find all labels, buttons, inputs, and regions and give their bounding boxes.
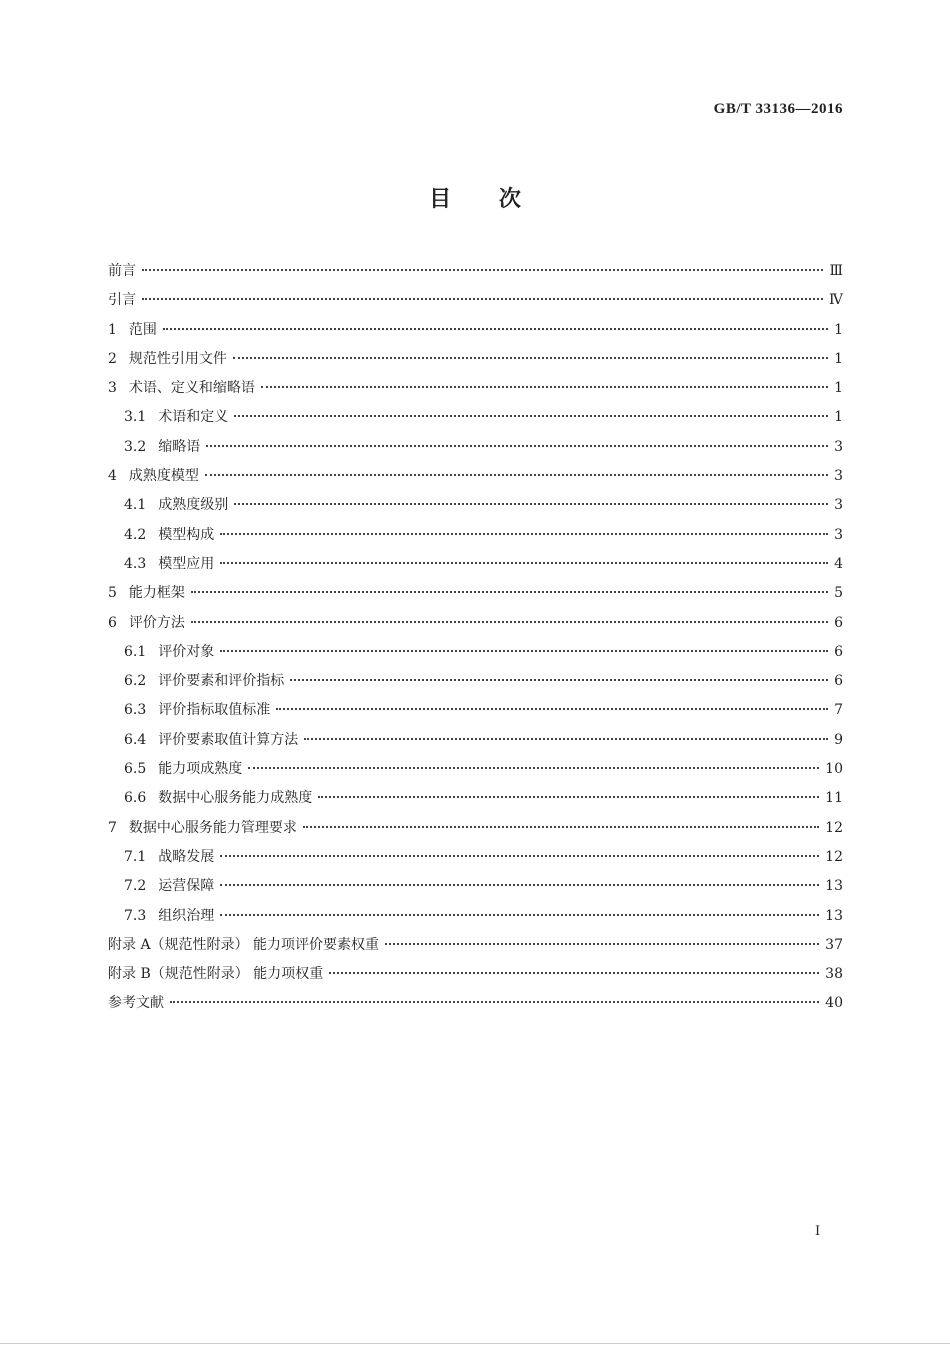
dot-leader <box>220 855 819 857</box>
toc-entry-page: Ⅳ <box>829 292 843 309</box>
toc-entry[interactable] <box>108 934 843 963</box>
standard-number: GB/T 33136—2016 <box>713 101 843 117</box>
toc-entry[interactable] <box>108 348 843 377</box>
toc-entry-number: 3 <box>108 380 117 397</box>
toc-entry[interactable] <box>108 260 843 289</box>
toc-entry-page: 11 <box>825 790 843 807</box>
toc-entry-number: 1 <box>108 321 117 338</box>
toc-entry-label: 运营保障 <box>158 878 215 895</box>
dot-leader <box>220 650 828 652</box>
toc-entry[interactable] <box>108 817 843 846</box>
toc-entry-label: 评价指标取值标准 <box>158 702 271 719</box>
toc-entry-number: 4.3 <box>124 555 147 572</box>
dot-leader <box>220 533 828 535</box>
dot-leader <box>170 1001 819 1003</box>
toc-entry-label: 成熟度级别 <box>158 497 229 514</box>
dot-leader <box>276 708 828 710</box>
toc-entry-page: 38 <box>825 966 843 983</box>
toc-entry-label: 战略发展 <box>158 848 215 865</box>
toc-entry-number: 7.2 <box>124 878 147 895</box>
toc-entry-page: 1 <box>834 380 843 397</box>
toc-entry-number: 6.1 <box>124 643 147 660</box>
toc-entry[interactable] <box>108 436 843 465</box>
toc-entry-page: 1 <box>834 350 843 367</box>
dot-leader <box>290 679 828 681</box>
toc-entry[interactable] <box>108 494 843 523</box>
toc-entry-label: 附录 A（规范性附录） 能力项评价要素权重 <box>108 936 380 953</box>
toc-entry[interactable] <box>108 846 843 875</box>
toc-entry[interactable] <box>108 612 843 641</box>
toc-entry-number: 2 <box>108 350 117 367</box>
toc-entry-page: Ⅲ <box>829 263 843 279</box>
toc-entry-page: 7 <box>834 702 843 719</box>
toc-entry-number: 5 <box>108 585 117 602</box>
toc-entry[interactable] <box>108 289 843 318</box>
toc-entry-page: 6 <box>834 673 843 690</box>
toc-entry-page: 3 <box>834 526 843 543</box>
toc-entry-number: 6.6 <box>124 790 147 807</box>
toc-entry[interactable] <box>108 641 843 670</box>
toc-entry-page: 40 <box>825 995 843 1012</box>
toc-entry-number: 7 <box>108 819 117 836</box>
toc-entry-page: 12 <box>825 819 843 836</box>
dot-leader <box>304 738 828 740</box>
toc-entry-label: 能力框架 <box>128 585 185 602</box>
toc-entry[interactable] <box>108 787 843 816</box>
dot-leader <box>318 796 819 798</box>
toc-entry-page: 1 <box>834 409 843 426</box>
toc-entry-number: 7.3 <box>124 907 147 924</box>
toc-entry-label: 数据中心服务能力成熟度 <box>158 790 313 807</box>
toc-entry-label: 组织治理 <box>158 907 215 924</box>
toc-entry-number: 3.2 <box>124 438 147 455</box>
dot-leader <box>205 474 828 476</box>
dot-leader <box>191 591 828 593</box>
toc-entry-number: 6.5 <box>124 761 147 778</box>
toc-entry-label: 参考文献 <box>108 995 164 1012</box>
toc-entry-page: 6 <box>834 614 843 631</box>
toc-entry-page: 12 <box>825 848 843 865</box>
toc-entry-label: 评价要素取值计算方法 <box>158 731 299 748</box>
toc-entry-page: 4 <box>834 555 843 572</box>
toc-entry[interactable] <box>108 758 843 787</box>
toc-entry-number: 4.1 <box>124 497 147 514</box>
toc-entry-number: 6.2 <box>124 673 147 690</box>
page-title: 目 次 <box>429 187 521 212</box>
toc-entry-number: 3.1 <box>124 409 147 426</box>
dot-leader <box>206 445 828 447</box>
toc-entry-page: 1 <box>834 321 843 338</box>
toc-entry-label: 附录 B（规范性附录） 能力项权重 <box>108 966 324 983</box>
toc-entry-page: 37 <box>825 936 843 953</box>
toc-entry[interactable] <box>108 319 843 348</box>
dot-leader <box>163 328 828 330</box>
dot-leader <box>234 415 828 417</box>
toc-entry-label: 评价要素和评价指标 <box>158 673 285 690</box>
toc-entry-page: 6 <box>834 643 843 660</box>
toc-entry[interactable] <box>108 875 843 904</box>
toc-entry-label: 术语和定义 <box>158 409 229 426</box>
toc-entry-label: 数据中心服务能力管理要求 <box>128 819 297 836</box>
toc-entry-label: 前言 <box>108 263 136 279</box>
dot-leader <box>261 386 828 388</box>
toc-entry-number: 6 <box>108 614 117 631</box>
toc-entry-number: 4.2 <box>124 526 147 543</box>
dot-leader <box>248 767 819 769</box>
table-of-contents <box>108 260 843 1022</box>
toc-entry-number: 7.1 <box>124 848 147 865</box>
dot-leader <box>234 503 828 505</box>
toc-entry-label: 模型应用 <box>158 555 215 572</box>
dot-leader <box>220 884 819 886</box>
toc-entry[interactable] <box>108 553 843 582</box>
toc-entry-page: 3 <box>834 468 843 485</box>
toc-entry-number: 6.3 <box>124 702 147 719</box>
toc-entry-label: 评价方法 <box>128 614 185 631</box>
toc-entry[interactable] <box>108 377 843 406</box>
toc-entry-label: 缩略语 <box>158 438 201 455</box>
dot-leader <box>385 943 819 945</box>
toc-entry-number: 6.4 <box>124 731 147 748</box>
toc-entry[interactable] <box>108 582 843 611</box>
dot-leader <box>142 269 823 271</box>
toc-entry-label: 规范性引用文件 <box>128 350 227 367</box>
toc-entry[interactable] <box>108 406 843 435</box>
dot-leader <box>303 826 819 828</box>
toc-entry-page: 9 <box>834 731 843 748</box>
page-bottom-edge <box>0 1343 950 1344</box>
dot-leader <box>191 621 828 623</box>
toc-entry[interactable] <box>108 963 843 992</box>
toc-entry-label: 引言 <box>108 292 136 309</box>
dot-leader <box>220 914 819 916</box>
dot-leader <box>220 562 828 564</box>
toc-entry[interactable] <box>108 670 843 699</box>
page-number: I <box>815 1224 821 1239</box>
toc-entry-label: 模型构成 <box>158 526 215 543</box>
toc-entry-page: 10 <box>825 761 843 778</box>
toc-entry[interactable] <box>108 699 843 728</box>
toc-entry-label: 范围 <box>128 321 157 338</box>
dot-leader <box>142 298 823 300</box>
toc-entry-label: 能力项成熟度 <box>158 761 243 778</box>
toc-entry[interactable] <box>108 465 843 494</box>
toc-entry-page: 5 <box>834 585 843 602</box>
toc-entry-page: 13 <box>825 907 843 924</box>
toc-entry[interactable] <box>108 905 843 934</box>
toc-entry-page: 3 <box>834 497 843 514</box>
toc-entry-label: 术语、定义和缩略语 <box>128 380 255 397</box>
toc-entry-page: 3 <box>834 438 843 455</box>
toc-entry-label: 成熟度模型 <box>128 468 199 485</box>
dot-leader <box>329 972 819 974</box>
toc-entry[interactable] <box>108 992 843 1021</box>
toc-entry-label: 评价对象 <box>158 643 215 660</box>
dot-leader <box>233 357 828 359</box>
toc-entry-number: 4 <box>108 468 117 485</box>
toc-entry[interactable] <box>108 524 843 553</box>
toc-entry[interactable] <box>108 729 843 758</box>
toc-entry-page: 13 <box>825 878 843 895</box>
